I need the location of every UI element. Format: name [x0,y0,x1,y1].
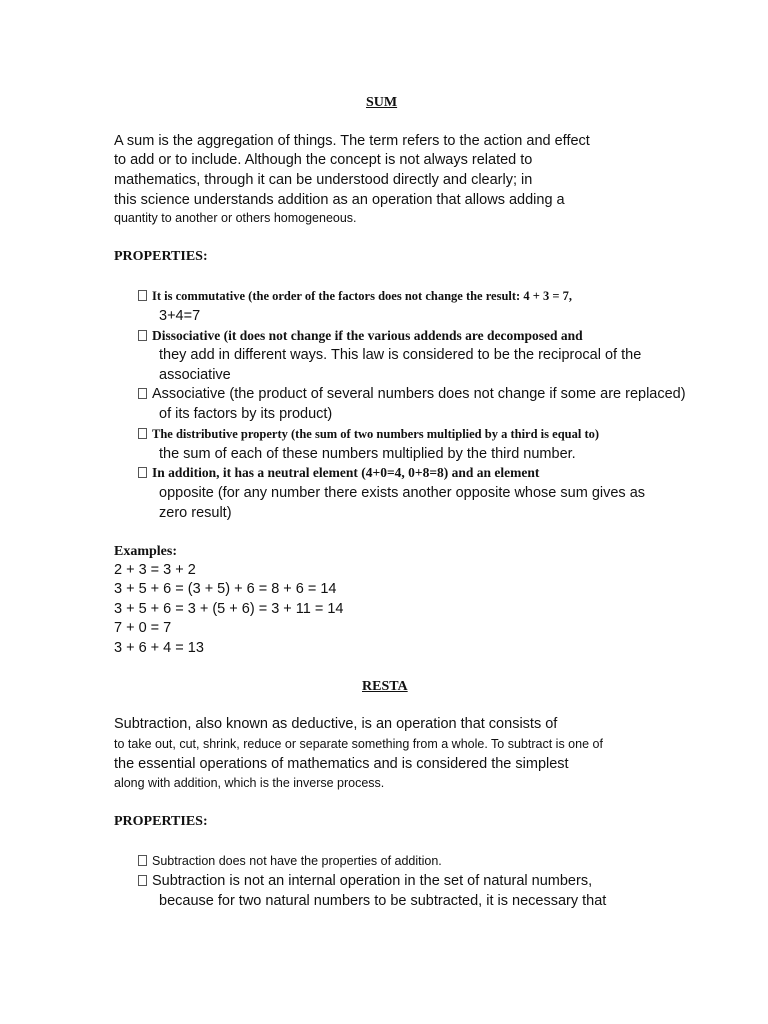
resta-property-2-text: Subtraction is not an internal operation in the set of natural numbers, [152,873,593,889]
resta-property-2-cont: because for two natural numbers to be subtracted, it is necessary that [159,893,607,909]
bullet-icon [138,875,147,886]
resta-property-2 [138,874,592,889]
sum-property-neutral-cont-2: zero result) [159,505,232,521]
bullet-icon [138,290,147,301]
sum-example-3: 3 + 5 + 6 = 3 + (5 + 6) = 3 + 11 = 14 [114,601,344,617]
bullet-icon [138,330,147,341]
sum-example-2: 3 + 5 + 6 = (3 + 5) + 6 = 8 + 6 = 14 [114,581,337,597]
bullet-icon [138,428,147,439]
resta-property-1-text: Subtraction does not have the properties of addition. [152,854,442,868]
sum-example-4: 7 + 0 = 7 [114,620,172,636]
sum-property-associative-cont: of its factors by its product) [159,406,333,422]
sum-property-neutral-text: In addition, it has a neutral element (4+0=4, 0+8=8) and an element [152,465,540,480]
sum-examples-label: Examples: [114,544,177,559]
sum-property-dissociative-text: Dissociative (it does not change if the various addends are decomposed and [152,328,583,343]
sum-property-neutral [138,466,598,480]
sum-properties-label: PROPERTIES: [114,249,208,264]
sum-intro-line-2: to add or to include. Although the concept is not always related to [114,152,533,168]
bullet-icon [138,855,147,866]
sum-property-commutative-cont: 3+4=7 [159,308,201,324]
sum-property-dissociative [138,329,583,343]
sum-property-commutative [138,290,572,303]
resta-title: RESTA [362,679,408,694]
sum-property-distributive-text: The distributive property (the sum of two numbers multiplied by a third is equal to) [152,427,600,441]
sum-property-associative-text: Associative (the product of several numbers does not change if some are replaced) [152,386,686,402]
sum-example-1: 2 + 3 = 3 + 2 [114,562,196,578]
resta-intro-line-2: to take out, cut, shrink, reduce or separate something from a whole. To subtract is one of [114,737,603,751]
sum-property-associative [138,387,686,402]
sum-property-distributive [138,428,599,441]
resta-intro-line-1: Subtraction, also known as deductive, is an operation that consists of [114,716,558,732]
sum-property-dissociative-cont-2: associative [159,367,231,383]
resta-intro-line-3: the essential operations of mathematics and is considered the simplest [114,756,569,772]
resta-intro-line-4: along with addition, which is the inverse process. [114,776,385,790]
sum-property-commutative-text: It is commutative (the order of the factors does not change the result: 4 + 3 = 7, [152,289,572,303]
sum-intro-line-4 [114,193,605,208]
sum-property-neutral-cont-1: opposite (for any number there exists another opposite whose sum gives as [159,485,646,501]
sum-property-neutral-wrap [138,466,539,480]
sum-intro-line-1: A sum is the aggregation of things. The term refers to the action and effect [114,133,590,149]
sum-intro-line-5: quantity to another or others homogeneous. [114,211,357,225]
sum-example-5: 3 + 6 + 4 = 13 [114,640,204,656]
bullet-icon [138,467,147,478]
sum-property-dissociative-cont-1: they add in different ways. This law is considered to be the reciprocal of the [159,347,642,363]
sum-title: SUM [366,95,398,110]
resta-property-1 [138,855,442,868]
resta-properties-label: PROPERTIES: [114,814,208,829]
sum-intro-line-3: mathematics, through it can be understood directly and clearly; in [114,172,533,188]
sum-intro-line-4-text: this science understands addition as an operation that allows adding a [114,192,565,208]
sum-property-distributive-cont: the sum of each of these numbers multiplied by the third number. [159,446,576,462]
bullet-icon [138,388,147,399]
